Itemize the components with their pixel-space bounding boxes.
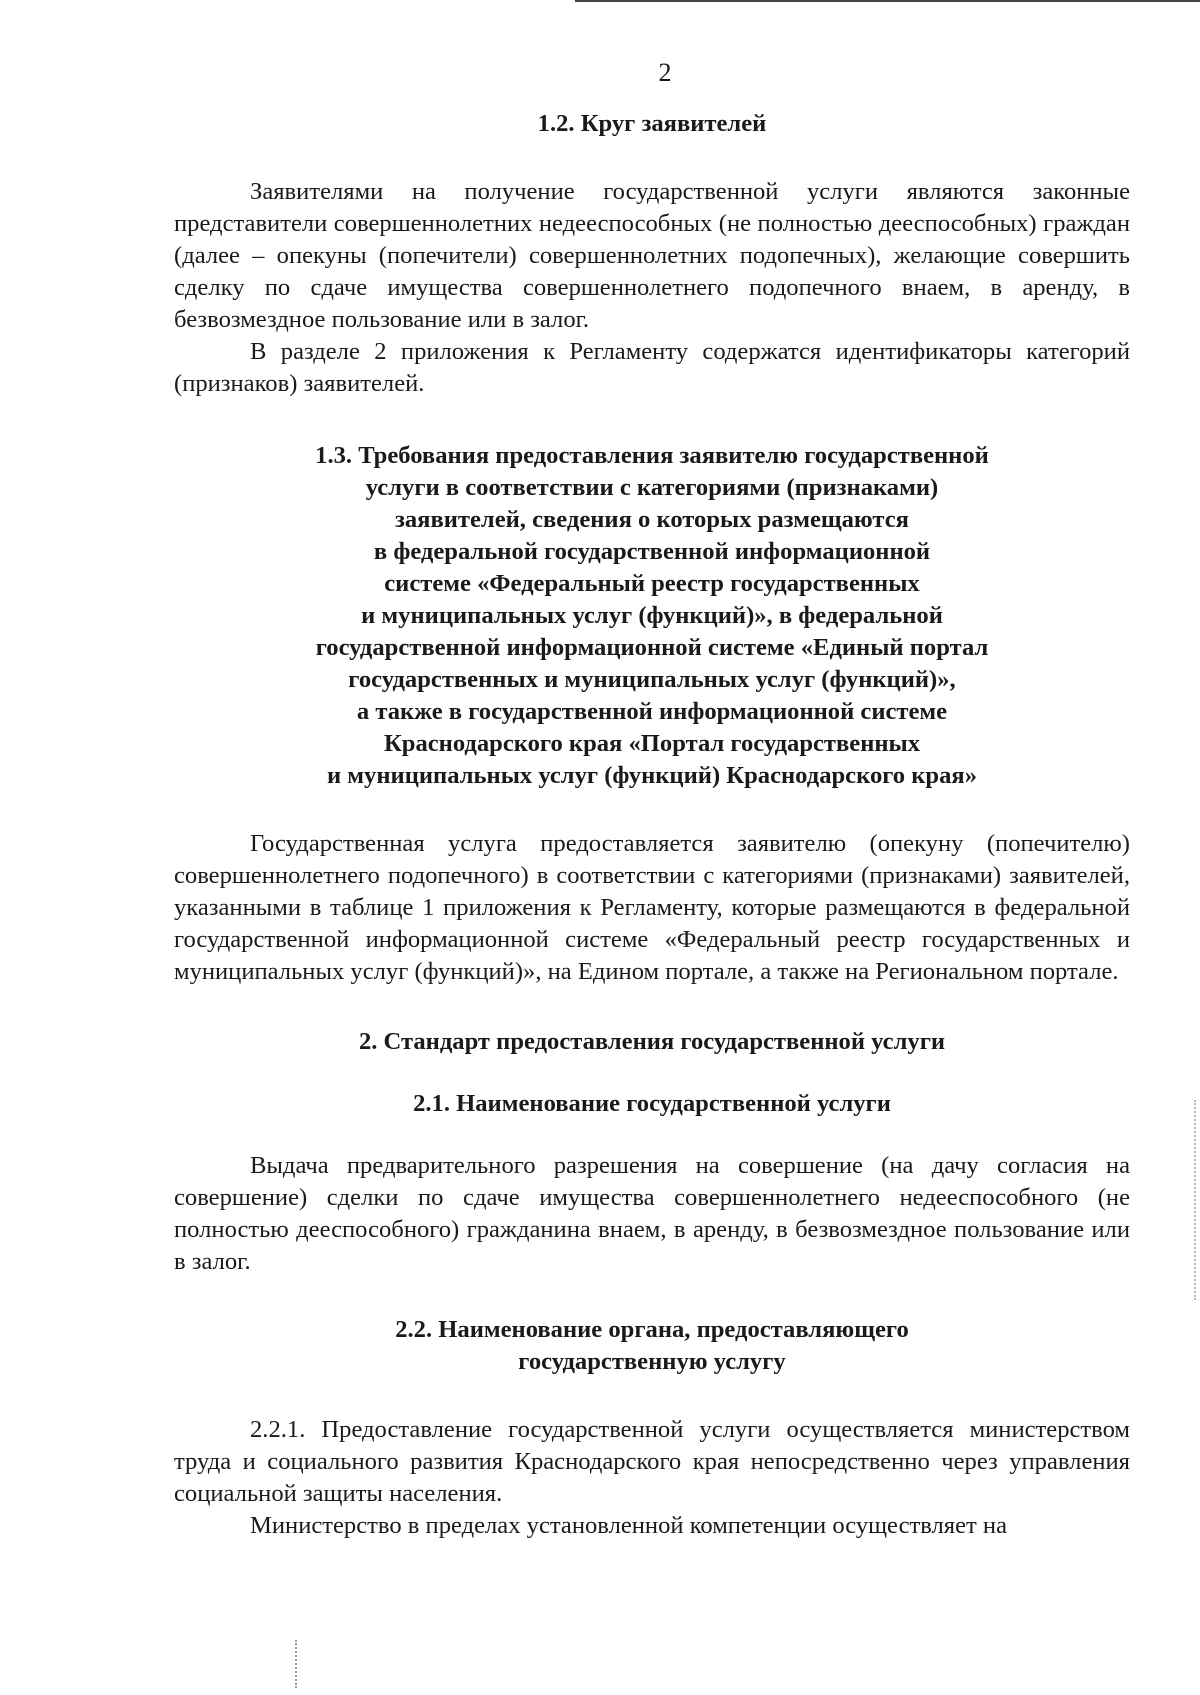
section-2-title: 2. Стандарт предоставления государственной услуги — [358, 1028, 946, 1055]
section-2-1-title: 2.1. Наименование государственной услуги — [413, 1090, 891, 1117]
document-body — [174, 108, 1130, 1542]
page-number: 2 — [658, 58, 672, 87]
section-1-3-title-line: 1.3. Требования предоставления заявителю государственной — [315, 442, 989, 469]
section-1-3-title-line: и муниципальных услуг (функций) Краснодарского края» — [326, 762, 977, 789]
section-1-2-title: 1.2. Круг заявителей — [537, 110, 767, 137]
section-1-3-title-line: системе «Федеральный реестр государственных — [384, 570, 920, 597]
section-1-3-title-line: услуги в соответствии с категориями (признаками) — [365, 474, 939, 501]
scan-artifact-dots — [295, 1640, 299, 1688]
section-2-2-title-line: 2.2. Наименование органа, предоставляющего — [395, 1316, 909, 1343]
section-1-3-title-line: в федеральной государственной информационной — [373, 538, 931, 565]
section-2-2-paragraph-1: 2.2.1. Предоставление государственной услуги осуществляется министерством труда и социального развития Краснодарского края непосредственно через управления социальной защиты населения. — [174, 1416, 1130, 1507]
section-1-3-title-line: Краснодарского края «Портал государственных — [383, 730, 921, 757]
section-1-3-title-line: а также в государственной информационной системе — [356, 698, 948, 725]
section-2-1-paragraph: Выдача предварительного разрешения на совершение (на дачу согласия на совершение) сделки по сдаче имущества совершеннолетнего недееспособного (не полностью дееспособного) гражданина внаем, в аренду, в безвозмездное пользование или в залог. — [174, 1152, 1130, 1275]
top-rule — [575, 0, 1200, 2]
section-2-2-title — [174, 1314, 1130, 1378]
section-1-2-paragraph-2: В разделе 2 приложения к Регламенту содержатся идентификаторы категорий (признаков) заявителей. — [174, 338, 1130, 397]
section-1-3-title-line: и муниципальных услуг (функций)», в федеральной — [361, 602, 943, 629]
section-2-2-title-line: государственную услугу — [518, 1348, 786, 1375]
section-1-3-title-line: заявителей, сведения о которых размещаются — [394, 506, 909, 533]
section-1-3-title-line: государственной информационной системе «Единый портал — [315, 634, 989, 661]
section-1-3-title — [174, 440, 1130, 792]
section-2-2-paragraph-2: Министерство в пределах установленной компетенции осуществляет на — [250, 1512, 1008, 1539]
section-1-2-paragraph-1: Заявителями на получение государственной услуги являются законные представители совершеннолетних недееспособных (не полностью дееспособных) граждан (далее – опекуны (попечители) совершеннолетних подопечных), желающие совершить сделку по сдаче имущества совершеннолетнего подопечного внаем, в аренду, в безвозмездное пользование или в залог. — [174, 178, 1130, 333]
section-1-3-paragraph: Государственная услуга предоставляется заявителю (опекуну (попечителю) совершеннолетнего подопечного) в соответствии с категориями (признаками) заявителей, указанными в таблице 1 приложения к Регламенту, которые размещаются в федеральной государственной информационной системе «Федеральный реестр государственных и муниципальных услуг (функций)», на Едином портале, а также на Региональном портале. — [174, 830, 1130, 985]
scan-edge-artifact — [1194, 1100, 1198, 1300]
section-1-3-title-line: государственных и муниципальных услуг (функций)», — [348, 666, 956, 693]
